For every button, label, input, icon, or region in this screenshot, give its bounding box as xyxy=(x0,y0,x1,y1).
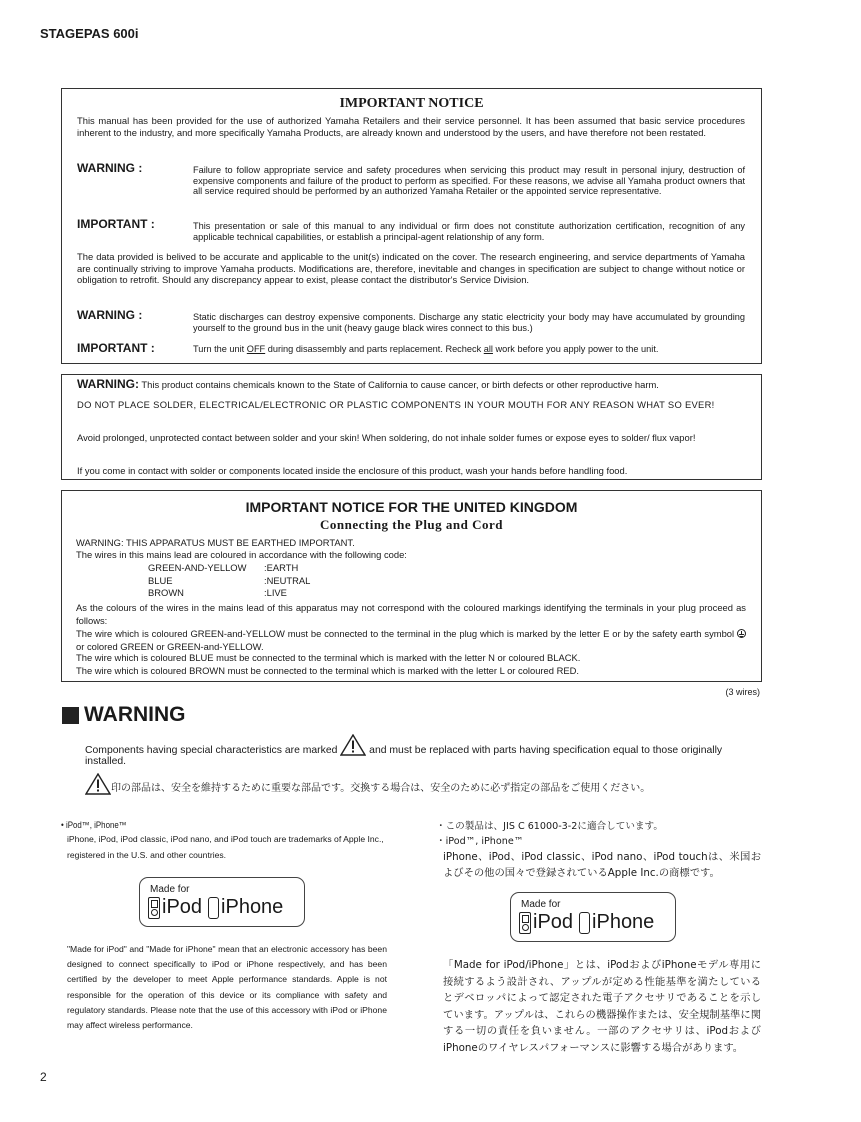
ipod-en-disclaimer: "Made for iPod" and "Made for iPhone" mean that an electronic accessory has been designed to connect specifically to iPod or iPhone respectively, and has been certified by the developer to meet Apple performance standards. Apple is not responsible for the operation of this device or its compliance with safety and regulatory standards. Please note that the use of this accessory with iPod or iPhone may affect wireless performance. xyxy=(67,944,387,1031)
ipod-jp-disclaimer: 「Made for iPod/iPhone」とは、iPodおよびiPhoneモデル専用に接続するよう設計され、アップルが定める性能基準を満たしているとデベロッパによって認定された電子アクセサリであることを示しています。アップルは、これらの機器操作または、安全規制基準に関する一切の責任を負いません。一部のアクセサリは、iPodおよびiPhoneのワイヤレスパフォーマンスに影響する場合があります。 xyxy=(443,959,761,1054)
wire-code-table xyxy=(148,562,310,600)
notice-important-2 xyxy=(77,341,745,355)
warning-en-text xyxy=(85,734,755,767)
uk-line-colours: As the colours of the wires in the mains lead of this apparatus may not correspond with the coloured markings identifying the terminals in your plug proceed as follows: xyxy=(76,602,746,626)
uk-notice-title: IMPORTANT NOTICE FOR THE UNITED KINGDOM xyxy=(245,499,578,515)
badge-logos xyxy=(148,896,283,919)
uk-line-green-yellow xyxy=(76,627,746,653)
ipod-wordmark: iPod xyxy=(162,896,203,918)
wire-sep: : xyxy=(264,587,267,598)
text-part: and must be replaced with parts having specification equal to those originally installed. xyxy=(85,745,723,767)
uk-notice-subtitle: Connecting the Plug and Cord xyxy=(319,517,504,532)
notice-warning-2 xyxy=(77,308,745,333)
california-text: This product contains chemicals known to the State of California to cause cancer, or birth defects or other reproductive harm. xyxy=(139,379,659,390)
warning-label: WARNING : xyxy=(77,161,143,175)
wire-row xyxy=(148,562,310,575)
warning-triangle-icon xyxy=(340,734,366,756)
uk-line-code: The wires in this mains lead are coloured in accordance with the following code: xyxy=(76,549,407,560)
notice-warning-1 xyxy=(77,161,745,197)
earth-symbol-icon xyxy=(737,629,746,638)
important-text xyxy=(193,341,745,355)
warning-heading: WARNING xyxy=(84,703,186,726)
iphone-wordmark: iPhone xyxy=(221,896,284,918)
ipod-jp-bullet-ipod: ・iPod™, iPhone™ xyxy=(436,836,524,847)
california-line-3: Avoid prolonged, unprotected contact between solder and your skin! When soldering, do not inhale solder fumes or expose eyes to solder/ flux vapor! xyxy=(77,432,696,443)
warning-triangle-icon xyxy=(85,773,111,795)
made-for-label: Made for xyxy=(150,884,190,895)
wire-color: GREEN-AND-YELLOW xyxy=(148,562,247,573)
badge-logos xyxy=(519,911,654,934)
iphone-wordmark: iPhone xyxy=(592,911,655,933)
california-line-4: If you come in contact with solder or components located inside the enclosure of this product, wash your hands before handling food. xyxy=(77,465,628,476)
uk-wires-note: (3 wires) xyxy=(725,687,760,697)
uk-line-blue: The wire which is coloured BLUE must be connected to the terminal which is marked with the letter N or coloured BLACK. xyxy=(76,652,581,663)
california-line-1 xyxy=(77,379,745,391)
warning-text: Failure to follow appropriate service and safety procedures when servicing this product may result in personal injury, destruction of expensive components and failure of the product to perform as specified. For these reasons, we advise all Yamaha product owners that all service required should be performed by an authorized Yamaha Retailer or the appointed service representative. xyxy=(193,165,745,196)
california-line-2: DO NOT PLACE SOLDER, ELECTRICAL/ELECTRONIC OR PLASTIC COMPONENTS IN YOUR MOUTH FOR ANY REASON WHAT SO EVER! xyxy=(77,399,715,410)
text-part: or colored GREEN or GREEN-and-YELLOW. xyxy=(76,641,264,652)
important-notice-box xyxy=(61,88,762,364)
text-part: Components having special characteristics are marked xyxy=(85,745,341,756)
iphone-device-icon xyxy=(579,912,590,934)
uk-notice-box xyxy=(61,490,762,682)
notice-intro: This manual has been provided for the use of authorized Yamaha Retailers and their service personnel. It has been assumed that basic service procedures inherent to the industry, and more specifically Yamaha Products, are already known and understood by the users, and have therefore not been restated. xyxy=(77,115,745,138)
important-label: IMPORTANT : xyxy=(77,217,155,231)
california-warning-label: WARNING: xyxy=(77,377,139,391)
ipod-en-trademark: iPhone, iPod, iPod classic, iPod nano, and iPod touch are trademarks of Apple Inc., registered in the U.S. and other countries. xyxy=(67,834,384,860)
wire-meaning: LIVE xyxy=(266,587,287,598)
made-for-ipod-iphone-badge-jp xyxy=(510,892,676,942)
ipod-jp-bullet-jis: ・この製品は、JIS C 61000-3-2に適合しています。 xyxy=(436,821,663,832)
wire-row xyxy=(148,587,310,600)
california-warning-box xyxy=(61,374,762,480)
text-part: 印の部品は、安全を維持するために重要な部品です。交換する場合は、安全のために必ず指定の部品をご使用ください。 xyxy=(111,783,651,794)
wire-row xyxy=(148,575,310,588)
text-part: The wire which is coloured GREEN-and-YELLOW must be connected to the terminal in the plug which is marked by the letter E or by the safety earth symbol xyxy=(76,628,737,639)
text-part: work before you apply power to the unit. xyxy=(492,344,659,354)
important-notice-title: IMPORTANT NOTICE xyxy=(339,96,484,111)
notice-important-1 xyxy=(77,217,745,242)
wire-sep: : xyxy=(264,574,267,586)
warning-jp-text xyxy=(85,773,765,795)
page-number: 2 xyxy=(40,1070,47,1084)
wire-meaning: EARTH xyxy=(266,562,299,573)
off-word: OFF xyxy=(246,344,266,354)
important-text: This presentation or sale of this manual to any individual or firm does not constitute authorization certification, recognition of any applicable technical capabilities, or establish a principal-agent relationship of any form. xyxy=(193,221,745,242)
wire-color: BROWN xyxy=(148,587,184,598)
ipod-en-bullet: • iPod™, iPhone™ xyxy=(61,820,127,830)
text-part: Turn the unit xyxy=(193,344,247,354)
uk-line-brown: The wire which is coloured BROWN must be connected to the terminal which is marked with the letter L or coloured RED. xyxy=(76,665,579,676)
wire-color: BLUE xyxy=(148,574,173,586)
document-header-model: STAGEPAS 600i xyxy=(40,26,139,41)
uk-line-earthed: WARNING: THIS APPARATUS MUST BE EARTHED IMPORTANT. xyxy=(76,537,355,548)
warning-square-icon xyxy=(62,707,79,724)
warning-text: Static discharges can destroy expensive components. Discharge any static electricity your body may have accumulated by grounding yourself to the ground bus in the unit (heavy gauge black wires connect to this bus.) xyxy=(193,312,745,333)
warning-label: WARNING : xyxy=(77,308,143,322)
made-for-label: Made for xyxy=(521,899,561,910)
important-label: IMPORTANT : xyxy=(77,341,155,355)
iphone-device-icon xyxy=(208,897,219,919)
ipod-wordmark: iPod xyxy=(533,911,574,933)
made-for-ipod-iphone-badge-en xyxy=(139,877,305,927)
notice-data-paragraph: The data provided is belived to be accurate and applicable to the unit(s) indicated on the cover. The research engineering, and service departments of Yamaha are continually striving to improve Yamaha products. Modifications are, therefore, inevitable and changes in specification are subject to change without notice or obligation to retrofit. Should any discrepancy appear to exist, please contact the distributor's Service Division. xyxy=(77,251,745,285)
ipod-device-icon xyxy=(148,897,160,919)
all-word: all xyxy=(483,344,493,354)
ipod-jp-trademark: iPhone、iPod、iPod classic、iPod nano、iPod touchは、米国およびその他の国々で登録されているApple Inc.の商標です。 xyxy=(443,851,761,879)
text-part: during disassembly and parts replacement. Recheck xyxy=(265,344,484,354)
wire-sep: : xyxy=(264,562,267,573)
ipod-device-icon xyxy=(519,912,531,934)
wire-meaning: NEUTRAL xyxy=(266,574,311,586)
